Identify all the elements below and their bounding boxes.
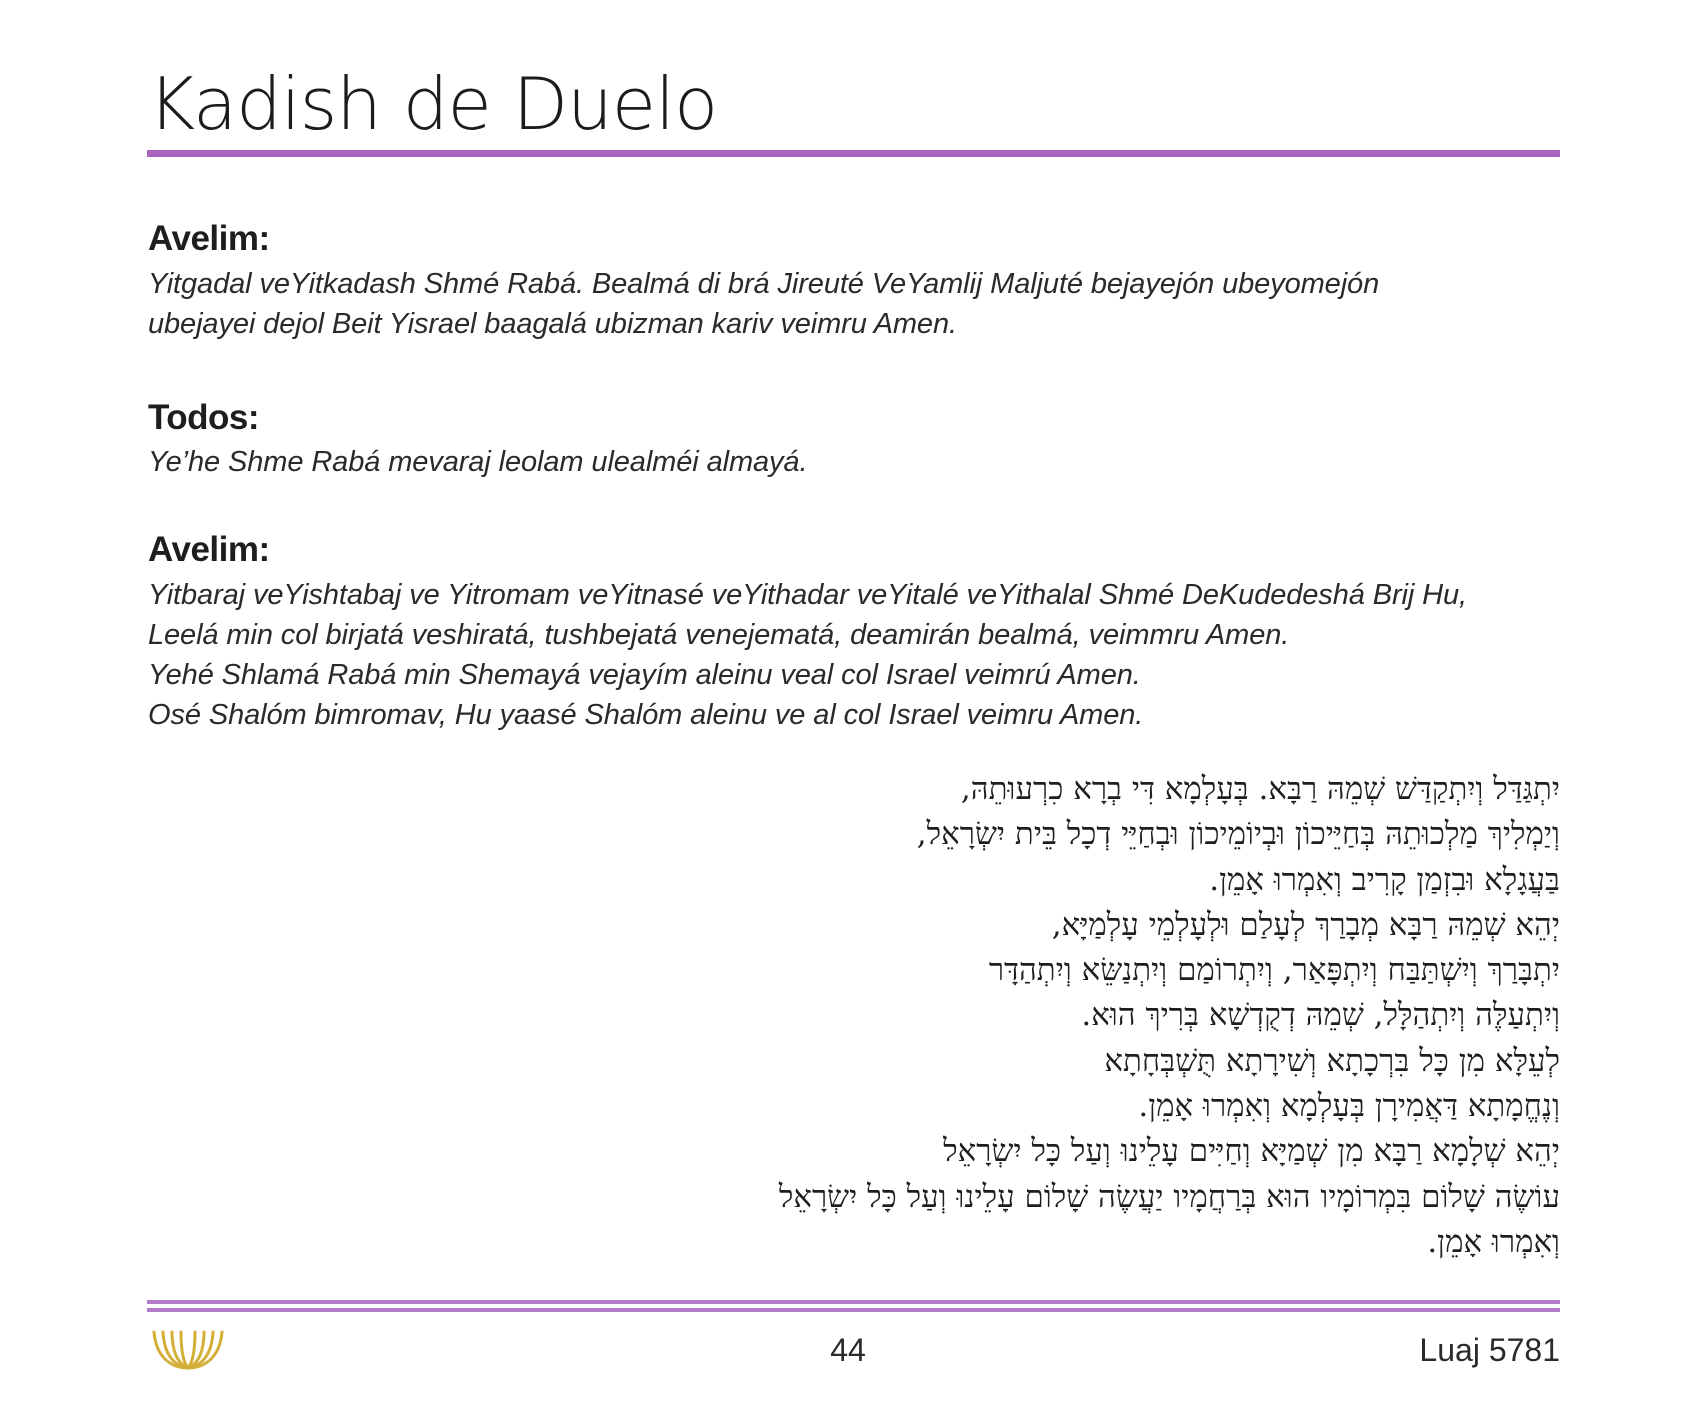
hebrew-line: יְהֵא שְׁלָמָא רַבָּא מִן שְׁמַיָּא וְחַיִּים עָלֵינוּ וְעַל כָּל יִשְׂרָאֵל [943, 1133, 1560, 1170]
footer-divider-bottom [147, 1308, 1560, 1312]
hebrew-line: לְעֵלָּא מִן כָּל בִּרְכָתָא וְשִׁירָתָא תֻּשְׁבְּחָתָא [1104, 1042, 1560, 1079]
footer-divider-top [147, 1300, 1560, 1304]
menorah-logo-icon [150, 1328, 226, 1370]
hebrew-line: וְיִתְעַלֶּה וְיִתְהַלָּל, שְׁמֵהּ דְקֻדְשָׁא בְּרִיךְ הוּא. [1081, 997, 1560, 1034]
page-number: 44 [830, 1332, 866, 1368]
section-line: Osé Shalóm bimromav, Hu yaasé Shalóm aleinu ve al col Israel veimru Amen. [148, 699, 1144, 731]
section-line: Yehé Shlamá Rabá min Shemayá vejayím aleinu veal col Israel veimrú Amen. [148, 659, 1141, 691]
section-line: Yitgadal veYitkadash Shmé Rabá. Bealmá di brá Jireuté VeYamlij Maljuté bejayejón ubeyomejón [148, 268, 1380, 300]
hebrew-line: עוֹשֶׂה שָׁלוֹם בִּמְרוֹמָיו הוּא בְּרַחֲמָיו יַעֲשֶׂה שָׁלוֹם עָלֵינוּ וְעַל כָּל יִשְׂרָאֵל [778, 1178, 1560, 1215]
hebrew-line: יְהֵא שְׁמֵהּ רַבָּא מְבָרַךְ לְעָלַם וּלְעָלְמֵי עָלְמַיָּא, [1051, 906, 1560, 943]
hebrew-line: בַּעֲגָלָא וּבִזְמַן קָרִיב וְאִמְרוּ אָמֵן. [1209, 861, 1560, 898]
hebrew-kaddish-text [560, 767, 1560, 1265]
section-heading: Avelim: [148, 219, 270, 258]
section-line: ubejayei dejol Beit Yisrael baagalá ubizman kariv veimru Amen. [148, 308, 957, 340]
footer-label: Luaj 5781 [1419, 1332, 1560, 1368]
section-avelim-1 [148, 218, 1568, 344]
hebrew-line: יִתְבָּרַךְ וְיִשְׁתַּבַּח וְיִתְפָּאַר, וְיִתְרוֹמַם וְיִתְנַשֵּׂא וְיִתְהַדָּר [988, 952, 1560, 989]
section-heading: Avelim: [148, 530, 270, 569]
hebrew-line: וְנֶחֱמָתָא דַּאֲמִירָן בְּעָלְמָא וְאִמְרוּ אָמֵן. [1138, 1088, 1560, 1125]
section-line: Yitbaraj veYishtabaj ve Yitromam veYitnasé veYithadar veYitalé veYithalal Shmé DeKudedeshá Brij Hu, [148, 579, 1467, 611]
section-avelim-2 [148, 529, 1568, 735]
section-heading: Todos: [148, 398, 260, 437]
section-todos [148, 397, 1568, 482]
section-line: Ye’he Shme Rabá mevaraj leolam ulealméi almayá. [148, 446, 808, 478]
title-divider [147, 150, 1560, 157]
hebrew-line: יִתְגַּדַּל וְיִתְקַדַּשׁ שְׁמֵהּ רַבָּא. בְּעָלְמָא דִּי בְרָא כִרְעוּתֵהּ, [960, 771, 1560, 807]
section-line: Leelá min col birjatá veshiratá, tushbejatá venejematá, deamirán bealmá, veimmru Amen. [148, 619, 1290, 651]
hebrew-line: וְאִמְרוּ אָמֵן. [1427, 1223, 1560, 1260]
hebrew-line: וְיַמְלִיךְ מַלְכוּתֵהּ בְּחַיֵּיכוֹן וּבְיוֹמֵיכוֹן וּבְחַיֵּי דְכָל בֵּית יִשְׂרָאֵל, [916, 816, 1560, 853]
page-title: Kadish de Duelo [148, 62, 718, 146]
